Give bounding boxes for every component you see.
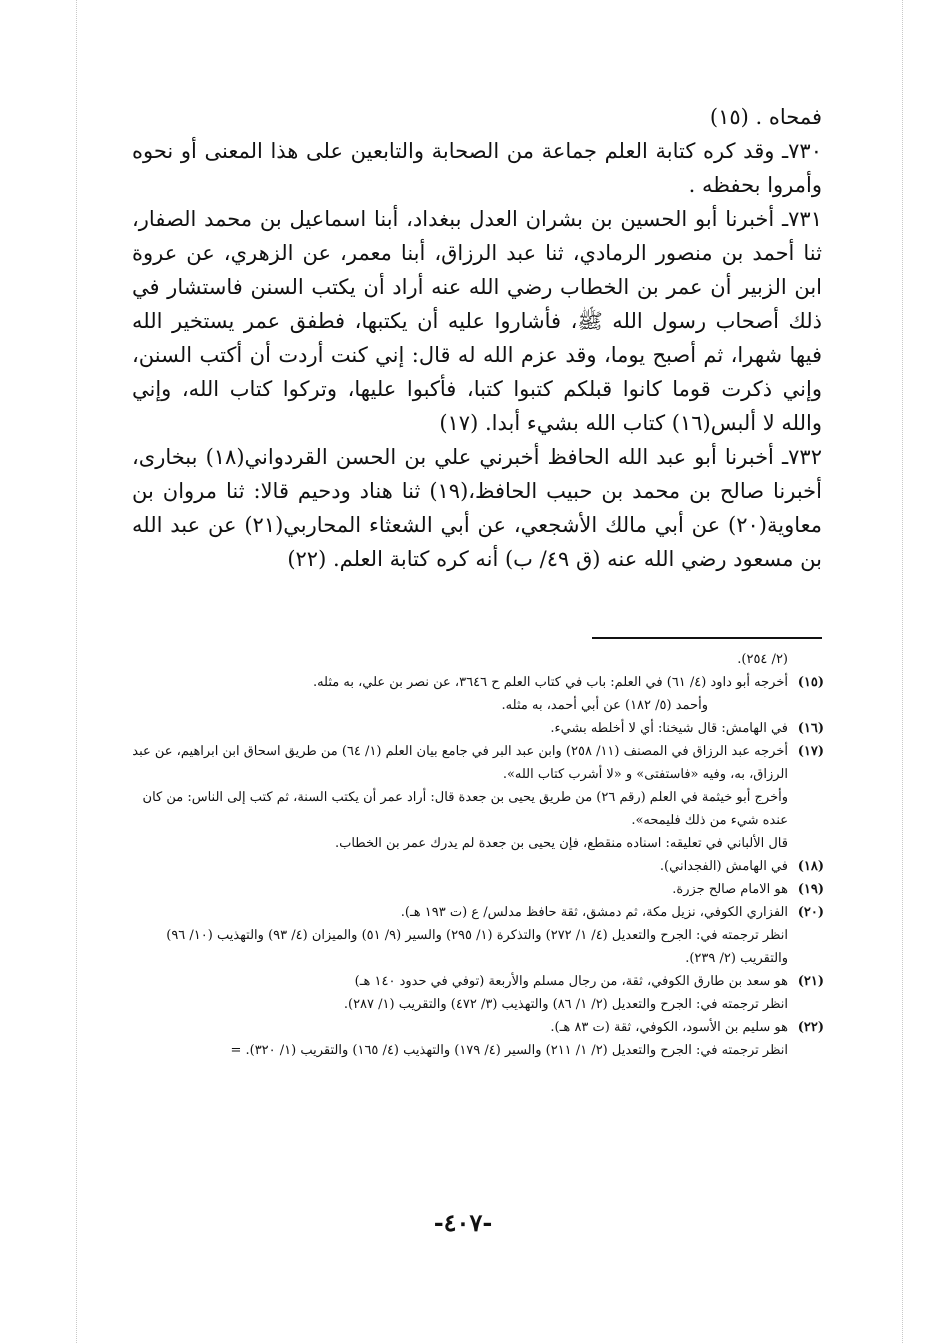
footnote-line: أخرجه أبو داود (٤/ ٦١) في العلم: باب في كتاب العلم ح ٣٦٤٦، عن نصر بن علي، به مثله. [312,675,788,690]
footnote-number: (٢٢) [797,1020,824,1035]
footnote-15 [128,671,824,717]
main-text [132,100,822,576]
footnote-22 [128,1016,824,1062]
footnote-19 [128,878,824,901]
footnote-separator [592,637,822,639]
footnote-21 [128,970,824,1016]
text-continuation: فمحاه . (١٥) [709,105,822,129]
footnote-carryover: (٢/ ٢٥٤). [737,652,788,667]
footnote-number: (٢٠) [797,905,824,920]
footnote-number: (٢١) [797,974,824,989]
footnote-number: (١٩) [797,882,824,897]
page-edge-left [76,0,77,1343]
footnote-number: (١٥) [797,675,824,690]
footnote-number: (١٨) [797,859,824,874]
footnote-number: (١٦) [797,721,824,736]
footnote-line: قال الألباني في تعليقه: اسناده منقطع، فإن يحيى بن جعدة لم يدرك عمر بن الخطاب. [334,836,788,851]
footnote-line: هو سليم بن الأسود، الكوفي، ثقة (ت ٨٣ هـ). [550,1020,788,1035]
footnote-number: (١٧) [797,744,824,759]
footnote-17 [128,740,824,855]
footnote-line: هو الامام صالح جزرة. [672,882,788,897]
footnote-line: الفزاري الكوفي، نزيل مكة، ثم دمشق، ثقة حافظ مدلس/ ع (ت ١٩٣ هـ). [400,905,788,920]
footnote-20 [128,901,824,970]
footnote-line: في الهامش (الفجداني). [659,859,788,874]
footnote-16 [128,717,824,740]
page-edge-right [902,0,903,1343]
footnote-line: انظر ترجمته في: الجرح والتعديل (٢/ ١/ ٢١١) والسير (٤/ ١٧٩) والتهذيب (٤/ ١٦٥) والتقريب (١/ ٣٢٠). = [230,1043,788,1058]
footnote-18 [128,855,824,878]
paragraph-730: ٧٣٠ـ وقد كره كتابة العلم جماعة من الصحابة والتابعين على هذا المعنى أو نحوه وأمروا بحفظه . [132,139,822,197]
footnote-line: انظر ترجمته في: الجرح والتعديل (٤/ ١/ ٢٧٢) والتذكرة (١/ ٢٩٥) والسير (٩/ ٥١) والميزان (٤/ ٩٣) والتهذيب (١٠/ ٩٦) والتقريب (٢/ ٢٣٩). [166,928,788,966]
page-number: -٤٠٧- [433,1208,493,1237]
footnote-line: أخرجه عبد الرزاق في المصنف (١١/ ٢٥٨) وابن عبد البر في جامع بيان العلم (١/ ٦٤) من طريق اسحاق ابن ابراهيم، عن عبد الرزاق، به، وفيه «فاستفتى» و «لا أشرب كتاب الله». [132,744,788,782]
footnote-line: وأخرج أبو خيثمة في العلم (رقم ٢٦) من طريق يحيى بن جعدة قال: أراد عمر أن يكتب السنة، ثم كتب إلى الناس: من كان عنده شيء من ذلك فليمحه». [142,790,788,828]
footnote-line: هو سعد بن طارق الكوفي، ثقة، من رجال مسلم والأربعة (توفي في حدود ١٤٠ هـ) [354,974,788,989]
footnote-line: وأحمد (٥/ ١٨٢) عن أبي أحمد، به مثله. [501,698,708,713]
footnotes [128,648,824,1062]
paragraph-731: ٧٣١ـ أخبرنا أبو الحسين بن بشران العدل ببغداد، أبنا اسماعيل بن محمد الصفار، ثنا أحمد بن منصور الرمادي، ثنا عبد الرزاق، أبنا معمر، عن الزهري، عن عروة ابن الزبير أن عمر بن الخطاب رضي الله عنه أراد أن يكتب السنن فاستشار في ذلك أصحاب رسول الله ﷺ، فأشاروا عليه أن يكتبها، فطفق عمر يستخير الله فيها شهرا، ثم أصبح يوما، وقد عزم الله له قال: إني كنت أردت أن أكتب السنن، وإني ذكرت قوما كانوا قبلكم كتبوا كتبا، فأكبوا عليها، وتركوا كتاب الله، وإني والله لا ألبس(١٦) كتاب الله بشيء أبدا. (١٧) [132,207,822,435]
footnote-line: في الهامش: قال شيخنا: أي لا أخلطه بشيء. [550,721,788,736]
paragraph-732: ٧٣٢ـ أخبرنا أبو عبد الله الحافظ أخبرني علي بن الحسن القردواني(١٨) ببخارى، أخبرنا صالح بن محمد بن حبيب الحافظ،(١٩) ثنا هناد ودحيم قالا: ثنا مروان بن معاوية(٢٠) عن أبي مالك الأشجعي، عن أبي الشعثاء المحاربي(٢١) عن عبد الله بن مسعود رضي الله عنه (ق ٤٩/ ب) أنه كره كتابة العلم. (٢٢) [132,445,822,571]
footnote-line: انظر ترجمته في: الجرح والتعديل (٢/ ١/ ٨٦) والتهذيب (٣/ ٤٧٢) والتقريب (١/ ٢٨٧). [343,997,788,1012]
